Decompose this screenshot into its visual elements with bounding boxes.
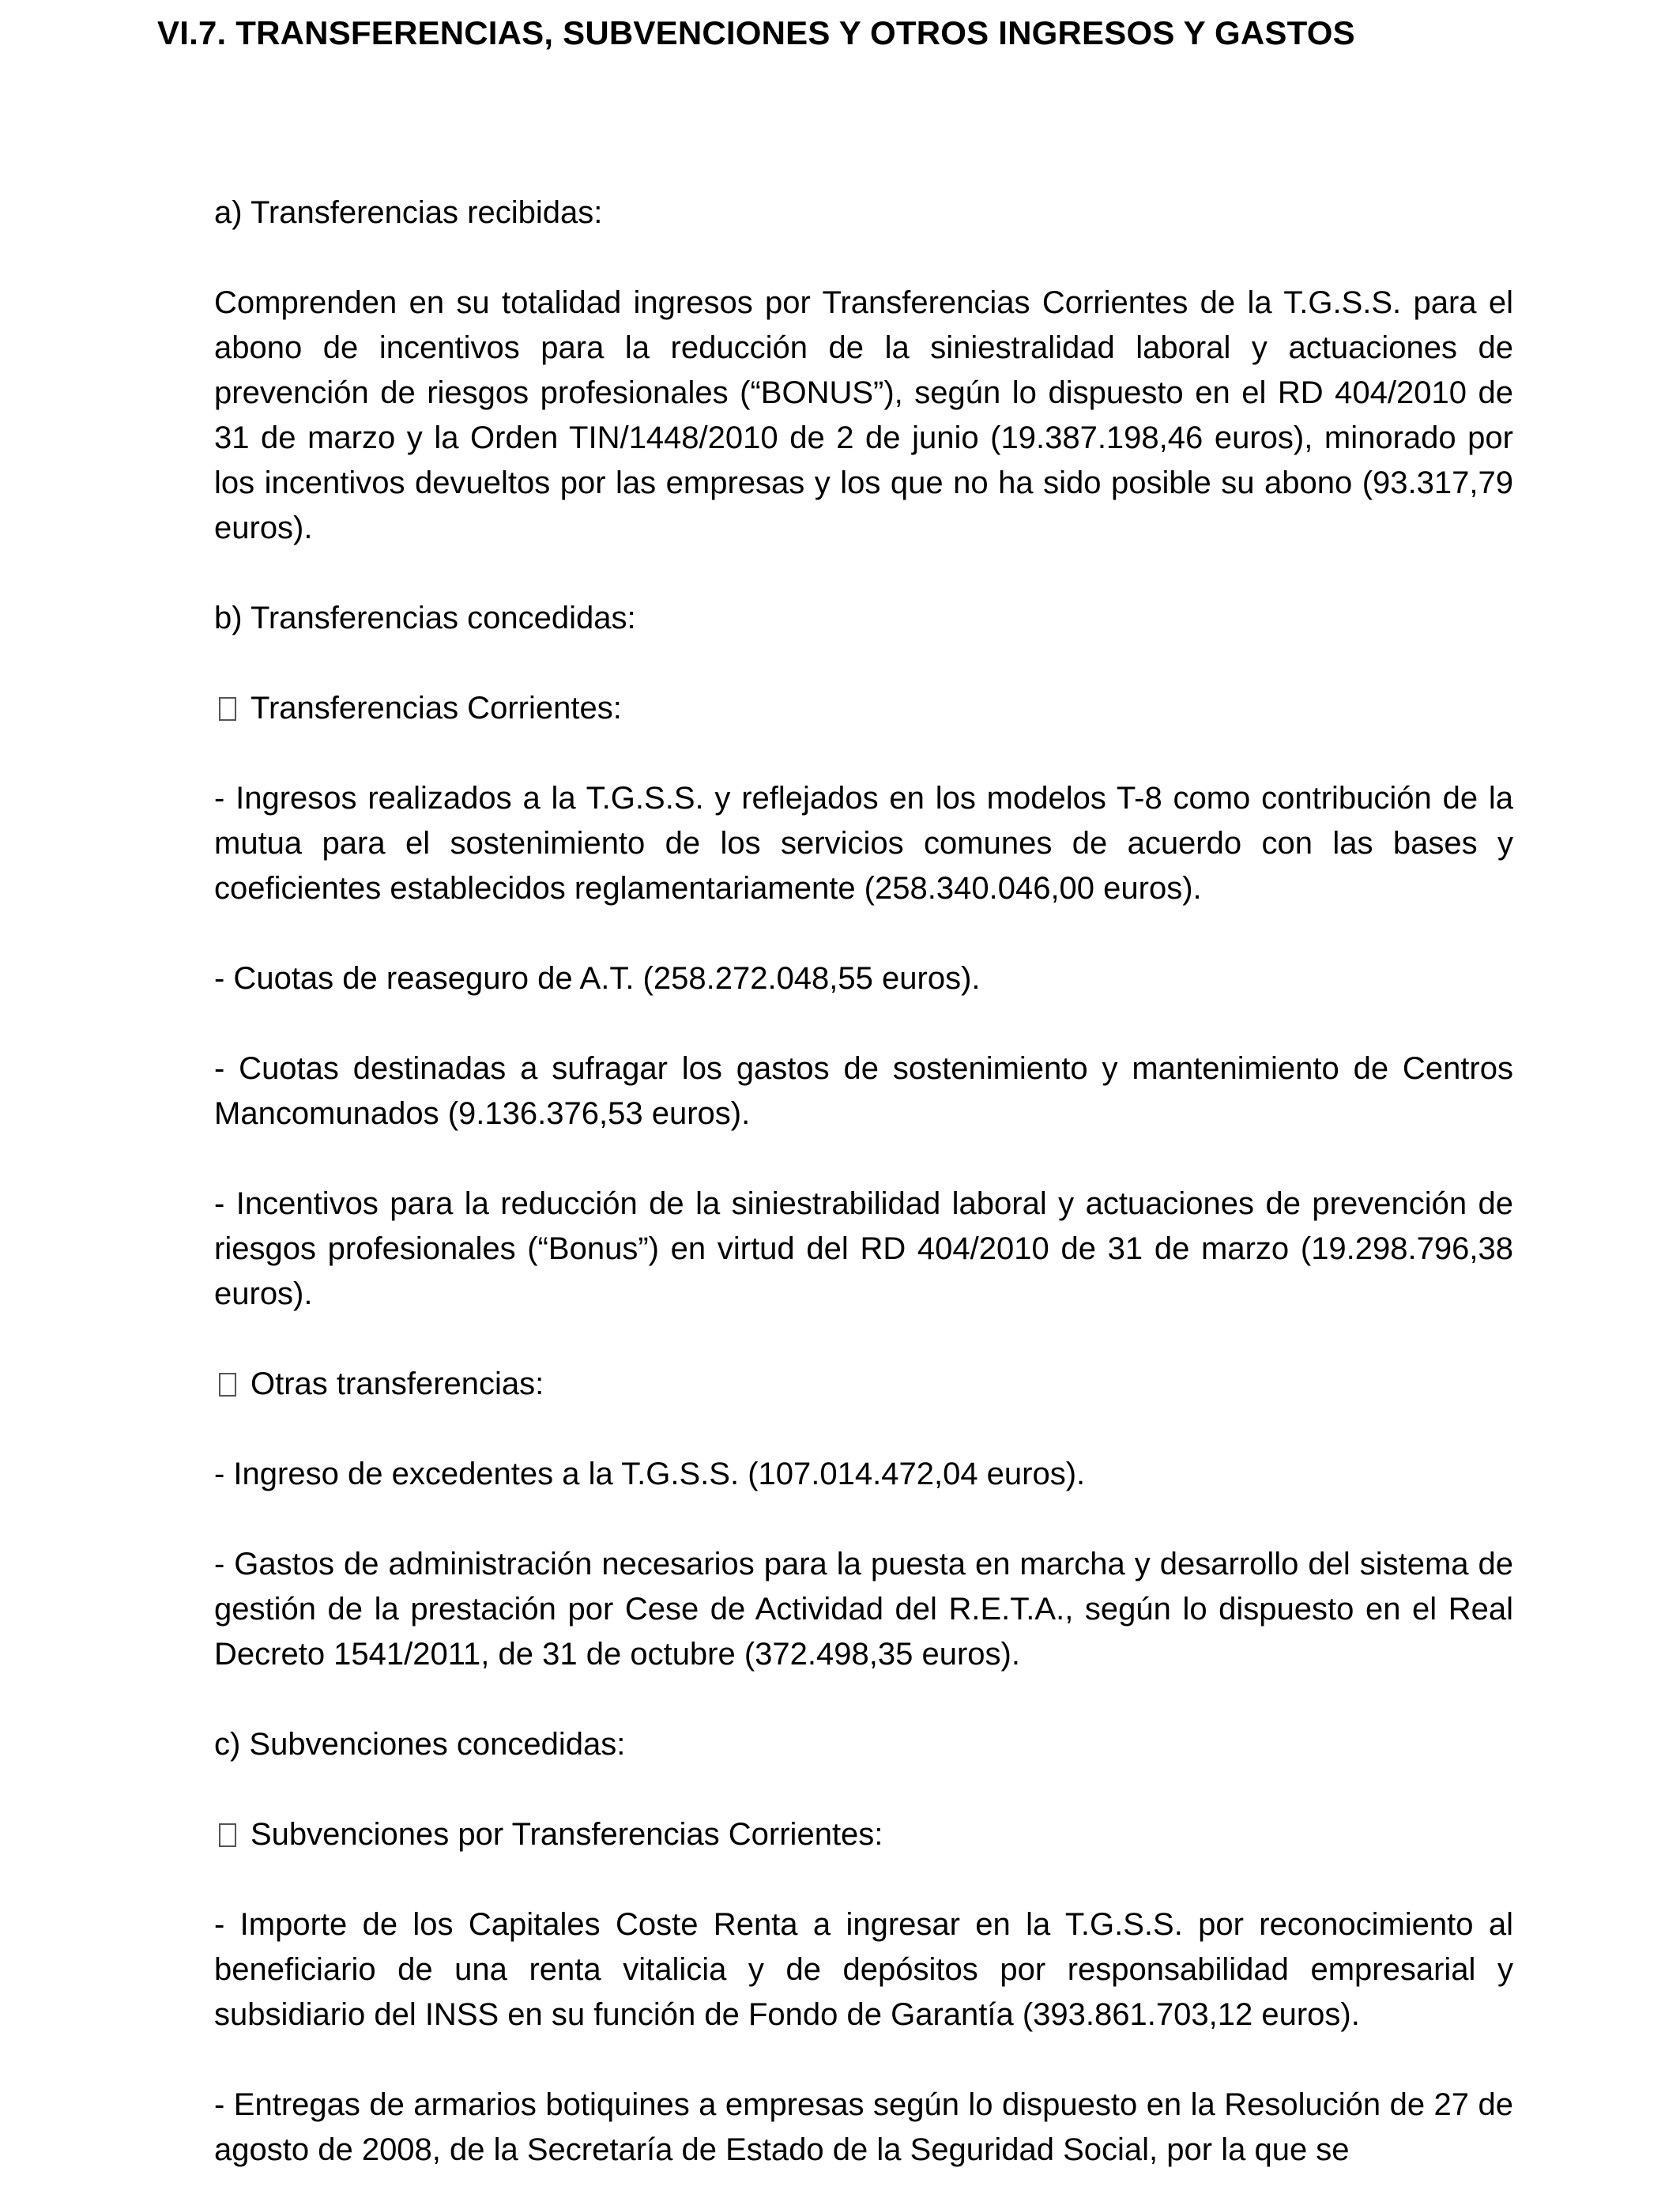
paragraph-gap: [214, 1317, 1513, 1362]
list-item-centros-mancomunados: - Cuotas destinadas a sufragar los gastos de sostenimiento y mantenimiento de Centros Mancomunados (9.136.376,53 euros).: [214, 1051, 1513, 1131]
checkbox-bullet-icon: [219, 1373, 236, 1397]
paragraph-gap: [214, 1137, 1513, 1182]
paragraph-gap: [214, 1767, 1513, 1812]
list-item-incentivos-bonus: - Incentivos para la reducción de la siniestrabilidad laboral y actuaciones de prevención de riesgos profesionales (“Bonus”) en virtud del RD 404/2010 de 31 de marzo (19.298.796,38 euros).: [214, 1186, 1513, 1311]
paragraph-gap: [214, 1857, 1513, 1902]
paragraph-gap: [214, 731, 1513, 776]
paragraph-gap: [214, 236, 1513, 281]
document-body: [214, 190, 1513, 2173]
list-item-cuotas-reaseguro: - Cuotas de reaseguro de A.T. (258.272.048,55 euros).: [214, 961, 981, 996]
paragraph-gap: [214, 1001, 1513, 1046]
list-item-ingresos-tgss: - Ingresos realizados a la T.G.S.S. y reflejados en los modelos T-8 como contribución de la mutua para el sostenimiento de los servicios comunes de acuerdo con las bases y coeficientes establecidos reglamentariamente (258.340.046,00 euros).: [214, 781, 1513, 906]
bullet-heading-label: Otras transferencias:: [250, 1367, 544, 1401]
list-item-capitales-coste-renta: - Importe de los Capitales Coste Renta a ingresar en la T.G.S.S. por reconocimiento al beneficiario de una renta vitalicia y de depósitos por responsabilidad empresarial y subsidiario del INSS en su función de Fondo de Garantía (393.861.703,12 euros).: [214, 1907, 1513, 2032]
checkbox-bullet-icon: [219, 697, 236, 721]
paragraph-gap: [214, 551, 1513, 596]
list-item-excedentes: - Ingreso de excedentes a la T.G.S.S. (107.014.472,04 euros).: [214, 1457, 1086, 1491]
checkbox-bullet-icon: [219, 1823, 236, 1847]
list-item-gastos-administracion: - Gastos de administración necesarios para la puesta en marcha y desarrollo del sistema de gestión de la prestación por Cese de Actividad del R.E.T.A., según lo dispuesto en el Real Decreto 1541/2011, de 31 de octubre (372.498,35 euros).: [214, 1547, 1513, 1672]
paragraph-gap: [214, 1497, 1513, 1542]
paragraph-gap: [214, 1407, 1513, 1452]
bullet-heading-label: Transferencias Corrientes:: [250, 691, 622, 726]
bullet-heading-transferencias-corrientes: [214, 686, 1513, 731]
subsection-heading-b: b) Transferencias concedidas:: [214, 601, 636, 635]
paragraph-gap: [214, 2038, 1513, 2083]
subsection-heading-a: a) Transferencias recibidas:: [214, 195, 603, 230]
paragraph-gap: [214, 1677, 1513, 1722]
bullet-heading-otras-transferencias: [214, 1362, 1513, 1407]
bullet-heading-subvenciones: [214, 1812, 1513, 1857]
paragraph-transferencias-recibidas: Comprenden en su totalidad ingresos por Transferencias Corrientes de la T.G.S.S. para el abono de incentivos para la reducción de la siniestralidad laboral y actuaciones de prevención de riesgos profesionales (“BONUS”), según lo dispuesto en el RD 404/2010 de 31 de marzo y la Orden TIN/1448/2010 de 2 de junio (19.387.198,46 euros), minorado por los incentivos devueltos por las empresas y los que no ha sido posible su abono (93.317,79 euros).: [214, 285, 1513, 545]
paragraph-gap: [214, 641, 1513, 686]
list-item-armarios-botiquines: - Entregas de armarios botiquines a empresas según lo dispuesto en la Resolución de 27 de agosto de 2008, de la Secretaría de Estado de la Seguridad Social, por la que se: [214, 2087, 1513, 2167]
section-heading: VI.7. TRANSFERENCIAS, SUBVENCIONES Y OTROS INGRESOS Y GASTOS: [157, 14, 1355, 51]
bullet-heading-label: Subvenciones por Transferencias Corrientes:: [250, 1817, 883, 1852]
subsection-heading-c: c) Subvenciones concedidas:: [214, 1727, 626, 1762]
paragraph-gap: [214, 911, 1513, 956]
